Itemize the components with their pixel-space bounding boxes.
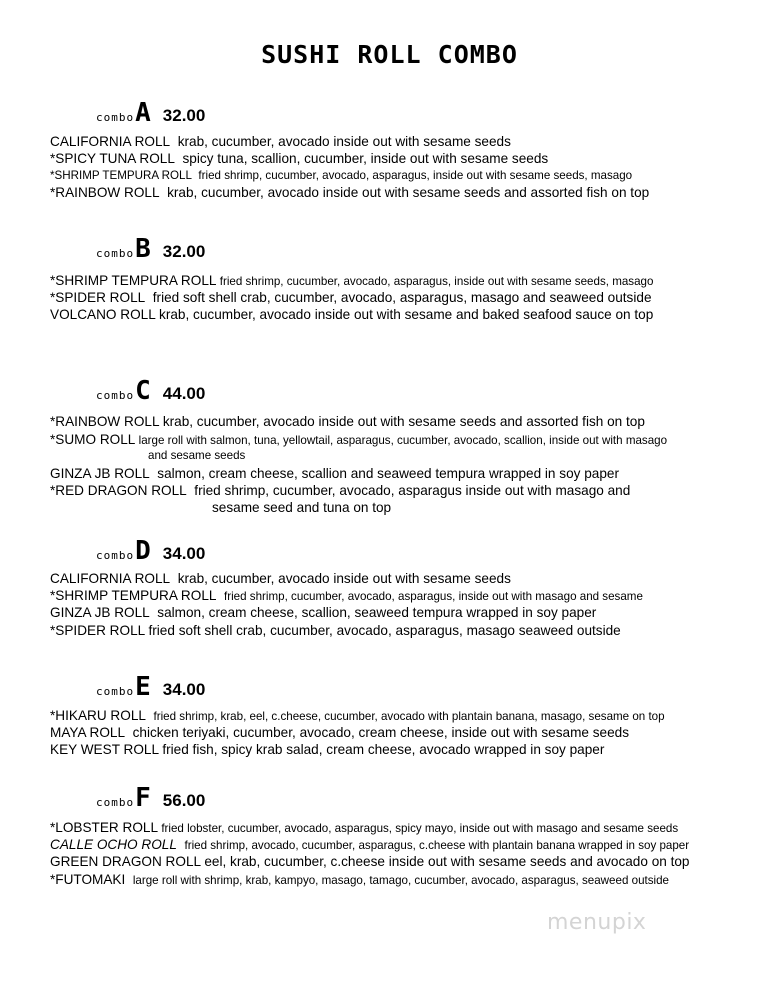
combo-e-header: [96, 674, 205, 700]
combo-d-header: [96, 538, 205, 564]
list-item: *SHRIMP TEMPURA ROLL fried shrimp, cucumber, avocado, asparagus, inside out with sesame seeds, masago: [50, 273, 654, 288]
combo-label: combo: [96, 549, 135, 562]
list-item: *RED DRAGON ROLL fried shrimp, cucumber, avocado, asparagus inside out with masago and: [50, 483, 631, 498]
combo-price: 32.00: [162, 242, 206, 261]
combo-label: combo: [96, 796, 135, 809]
combo-price: 32.00: [162, 106, 206, 125]
combo-price: 34.00: [162, 680, 206, 699]
combo-b-header: [96, 236, 205, 262]
combo-label: combo: [96, 247, 135, 260]
list-item: *SHRIMP TEMPURA ROLL fried shrimp, cucumber, avocado, asparagus, inside out with sesame seeds, masago: [50, 169, 633, 182]
combo-f-header: [96, 785, 205, 811]
list-item-continuation: and sesame seeds: [148, 449, 246, 462]
combo-c-header: [96, 378, 205, 404]
list-item: GINZA JB ROLL salmon, cream cheese, scallion, seaweed tempura wrapped in soy paper: [50, 605, 597, 620]
list-item: *LOBSTER ROLL fried lobster, cucumber, avocado, asparagus, spicy mayo, inside out with masago and sesame seeds: [50, 820, 679, 835]
list-item: MAYA ROLL chicken teriyaki, cucumber, avocado, cream cheese, inside out with sesame seeds: [50, 725, 630, 740]
list-item: CALLE OCHO ROLL fried shrimp, avocado, cucumber, asparagus, c.cheese with plantain banana wrapped in soy paper: [50, 837, 690, 852]
list-item: *RAINBOW ROLL krab, cucumber, avocado inside out with sesame seeds and assorted fish on top: [50, 185, 650, 200]
combo-letter: E: [135, 672, 151, 702]
combo-price: 44.00: [162, 384, 206, 403]
list-item: *SPIDER ROLL fried soft shell crab, cucumber, avocado, asparagus, masago seaweed outside: [50, 623, 621, 638]
list-item-continuation: sesame seed and tuna on top: [212, 500, 392, 515]
list-item: GINZA JB ROLL salmon, cream cheese, scallion and seaweed tempura wrapped in soy paper: [50, 466, 619, 481]
list-item: *RAINBOW ROLL krab, cucumber, avocado inside out with sesame seeds and assorted fish on top: [50, 414, 645, 429]
combo-letter: F: [135, 783, 151, 813]
list-item: *SPIDER ROLL fried soft shell crab, cucumber, avocado, asparagus, masago and seaweed outside: [50, 290, 652, 305]
watermark: menupix: [547, 910, 647, 935]
combo-price: 34.00: [162, 544, 206, 563]
list-item: *SHRIMP TEMPURA ROLL fried shrimp, cucumber, avocado, asparagus, inside out with masago and sesame: [50, 588, 643, 603]
list-item: *FUTOMAKI large roll with shrimp, krab, kampyo, masago, tamago, cucumber, avocado, asparagus, seaweed outside: [50, 872, 670, 887]
page-title: SUSHI ROLL COMBO: [261, 40, 518, 69]
list-item: CALIFORNIA ROLL krab, cucumber, avocado inside out with sesame seeds: [50, 134, 511, 149]
combo-label: combo: [96, 111, 135, 124]
list-item: VOLCANO ROLL krab, cucumber, avocado inside out with sesame and baked seafood sauce on top: [50, 307, 654, 322]
list-item: KEY WEST ROLL fried fish, spicy krab salad, cream cheese, avocado wrapped in soy paper: [50, 742, 605, 757]
combo-price: 56.00: [162, 791, 206, 810]
combo-letter: A: [135, 98, 151, 128]
list-item: *SPICY TUNA ROLL spicy tuna, scallion, cucumber, inside out with sesame seeds: [50, 151, 549, 166]
combo-label: combo: [96, 389, 135, 402]
list-item: *SUMO ROLL large roll with salmon, tuna, yellowtail, asparagus, cucumber, avocado, scallion, inside out with masago: [50, 432, 668, 447]
combo-a-header: [96, 100, 205, 126]
combo-letter: C: [135, 376, 151, 406]
combo-label: combo: [96, 685, 135, 698]
list-item: GREEN DRAGON ROLL eel, krab, cucumber, c.cheese inside out with sesame seeds and avocado on top: [50, 854, 690, 869]
combo-letter: D: [135, 536, 151, 566]
combo-letter: B: [135, 234, 151, 264]
list-item: CALIFORNIA ROLL krab, cucumber, avocado inside out with sesame seeds: [50, 571, 511, 586]
list-item: *HIKARU ROLL fried shrimp, krab, eel, c.cheese, cucumber, avocado with plantain banana, masago, sesame on top: [50, 708, 665, 723]
